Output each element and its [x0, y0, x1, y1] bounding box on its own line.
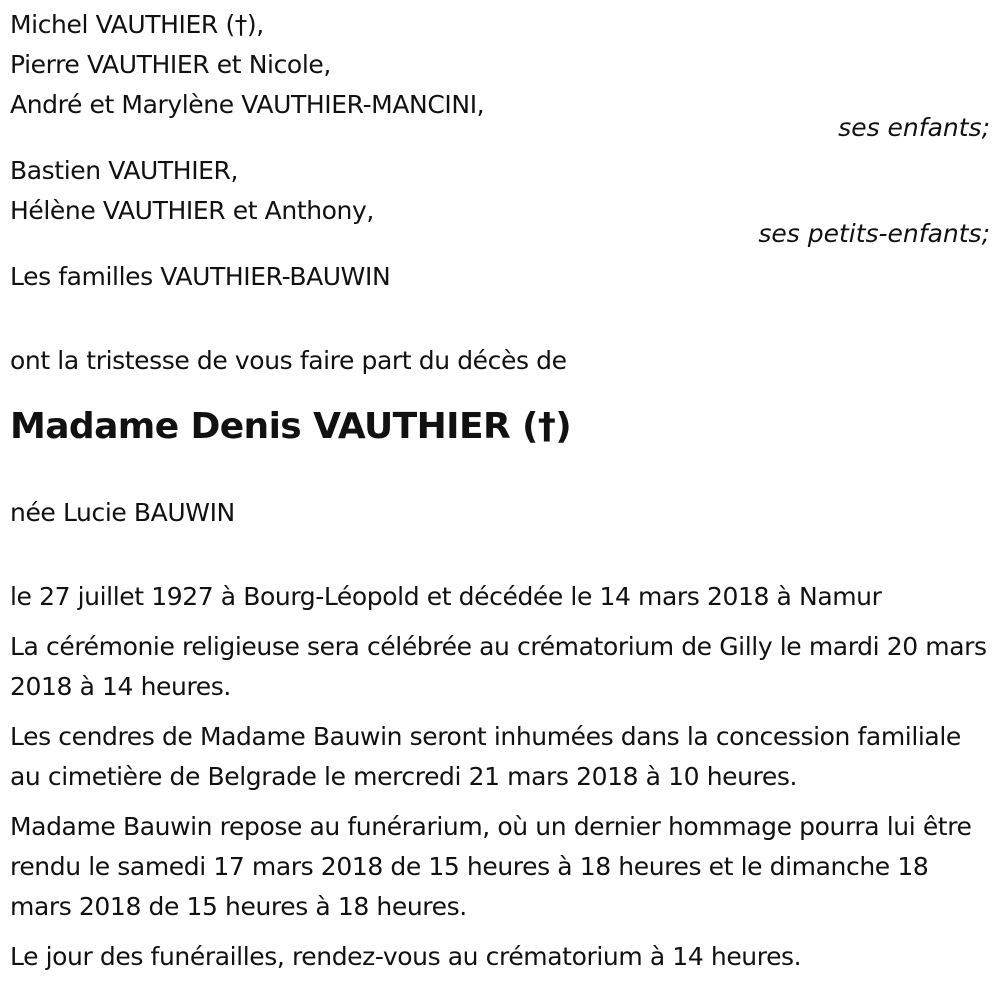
detail-paragraph: Le jour des funérailles, rendez-vous au crématorium à 14 heures. [10, 942, 802, 971]
detail-paragraph: Les cendres de Madame Bauwin seront inhumées dans la concession familiale au cimetière de Belgrade le mercredi 21 mars 2018 à 10 heures. [10, 722, 961, 791]
grandchildren-list [10, 151, 990, 248]
child-line: Michel VAUTHIER (†), [10, 10, 264, 39]
child-line: Pierre VAUTHIER et Nicole, [10, 50, 331, 79]
child-line: André et Marylène VAUTHIER-MANCINI, [10, 90, 485, 119]
detail-paragraph: le 27 juillet 1927 à Bourg-Léopold et décédée le 14 mars 2018 à Namur [10, 582, 882, 611]
families-line: Les familles VAUTHIER-BAUWIN [10, 262, 391, 291]
born-name: née Lucie BAUWIN [10, 498, 235, 527]
children-list [10, 5, 990, 142]
grandchild-line: Bastien VAUTHIER, [10, 156, 239, 185]
obituary-notice [10, 5, 990, 987]
detail-paragraph: La cérémonie religieuse sera célébrée au crématorium de Gilly le mardi 20 mars 2018 à 14 heures. [10, 632, 987, 701]
children-label: ses enfants; [838, 113, 990, 142]
deceased-name: Madame Denis VAUTHIER (†) [10, 406, 572, 447]
detail-paragraph: Madame Bauwin repose au funérarium, où un dernier hommage pourra lui être rendu le samedi 17 mars 2018 de 15 heures à 18 heures et le dimanche 18 mars 2018 de 15 heures à 18 heures. [10, 812, 972, 921]
announcement-line: ont la tristesse de vous faire part du décès de [10, 346, 567, 375]
grandchild-line: Hélène VAUTHIER et Anthony, [10, 196, 374, 225]
grandchildren-label: ses petits-enfants; [758, 219, 990, 248]
details-section [10, 577, 990, 977]
